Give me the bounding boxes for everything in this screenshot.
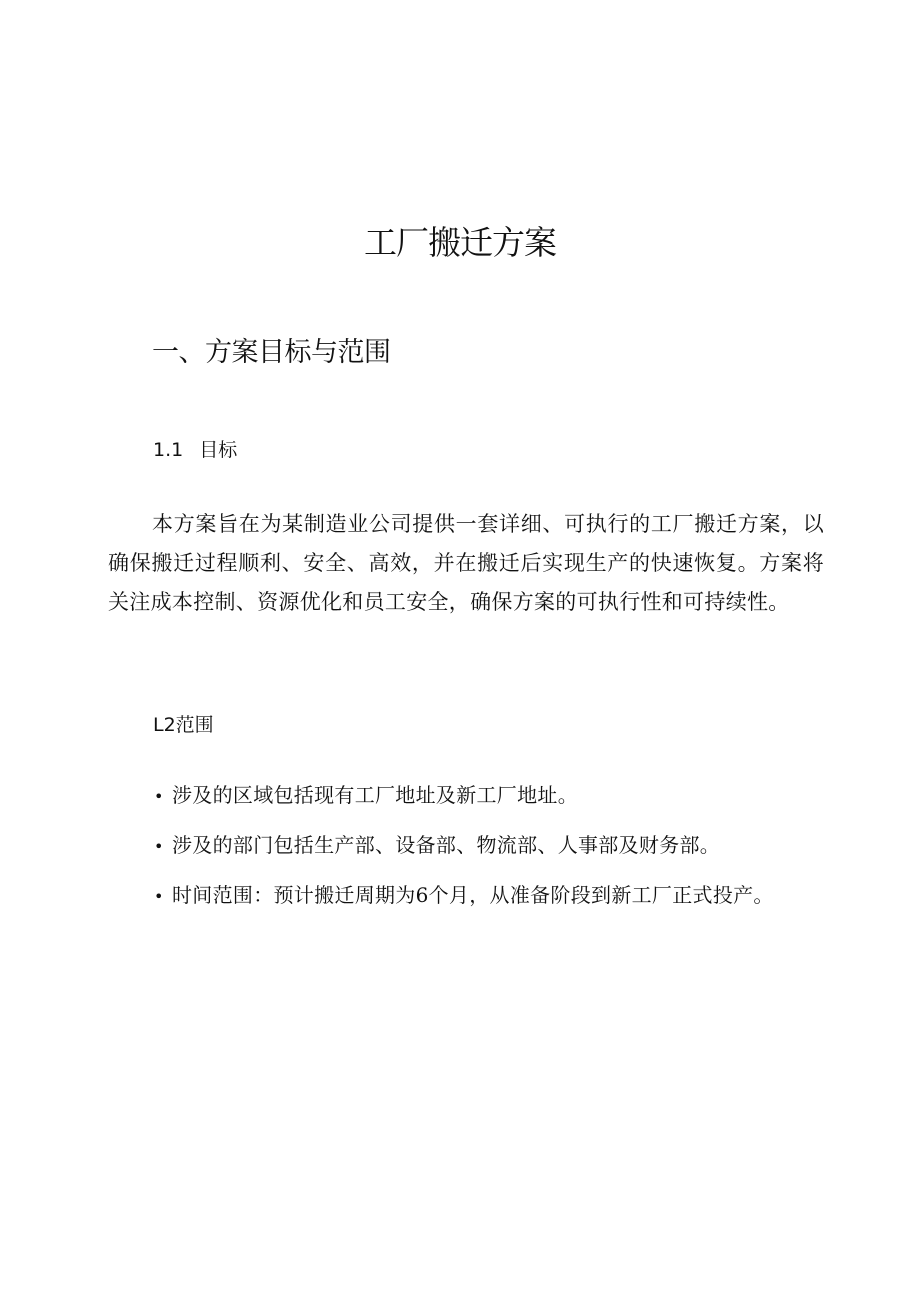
bullet-icon: • bbox=[154, 887, 164, 906]
list-item bbox=[154, 883, 834, 909]
goal-heading-label: 目标 bbox=[199, 439, 238, 461]
list-item-text: 涉及的区域包括现有工厂地址及新工厂地址。 bbox=[172, 783, 578, 807]
goal-heading-number: 1.1 bbox=[153, 439, 184, 461]
list-item bbox=[154, 833, 834, 859]
section-heading: 一、方案目标与范围 bbox=[152, 337, 391, 368]
list-item-text: 涉及的部门包括生产部、设备部、物流部、人事部及财务部。 bbox=[172, 833, 721, 857]
list-item-text: 时间范围：预计搬迁周期为6个月，从准备阶段到新工厂正式投产。 bbox=[172, 883, 774, 907]
document-title: 工厂搬迁方案 bbox=[364, 223, 556, 262]
goal-heading bbox=[153, 436, 237, 464]
goal-paragraph: 本方案旨在为某制造业公司提供一套详细、可执行的工厂搬迁方案，以确保搬迁过程顺利、安全、高效，并在搬迁后实现生产的快速恢复。方案将关注成本控制、资源优化和员工安全，确保方案的可执行性和可持续性。 bbox=[108, 512, 824, 614]
scope-heading: L2范围 bbox=[153, 714, 214, 736]
scope-list bbox=[154, 783, 834, 933]
bullet-icon: • bbox=[154, 787, 164, 806]
bullet-icon: • bbox=[154, 837, 164, 856]
list-item bbox=[154, 783, 834, 809]
